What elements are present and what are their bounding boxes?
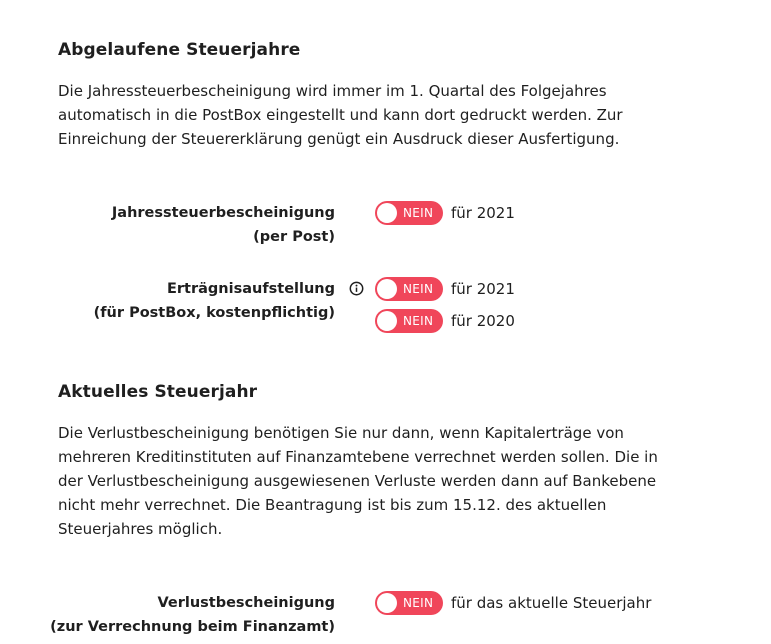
info-circle-icon[interactable] <box>349 281 364 296</box>
jahressteuerbescheinigung-2021-toggle[interactable] <box>375 201 443 225</box>
jahressteuerbescheinigung-year: für 2021 <box>451 204 515 222</box>
ertraegnisaufstellung-2021-toggle[interactable] <box>375 277 443 301</box>
ertraegnisaufstellung-year-2020: für 2020 <box>451 312 515 330</box>
toggle-knob <box>377 311 397 331</box>
toggle-state-label: NEIN <box>403 596 434 610</box>
verlustbescheinigung-label: Verlustbescheinigung (zur Verrechnung beim Finanzamt) <box>50 595 335 635</box>
toggle-state-label: NEIN <box>403 206 434 220</box>
ertraegnisaufstellung-2020-toggle[interactable] <box>375 309 443 333</box>
toggle-knob <box>377 593 397 613</box>
jahressteuerbescheinigung-label: Jahressteuerbescheinigung (per Post) <box>111 205 335 245</box>
ertraegnisaufstellung-year-2021: für 2021 <box>451 280 515 298</box>
ertraegnisaufstellung-label: Erträgnisaufstellung (für PostBox, kostenpflichtig) <box>93 281 335 321</box>
current-year-description: Die Verlustbescheinigung benötigen Sie nur dann, wenn Kapitalerträge von mehreren Kreditinstituten auf Finanzamtebene verrechnet werden sollen. Die in der Verlustbescheinigung ausgewiesenen Verluste werden dann auf Bankebene nicht mehr verrechnet. Die Beantragung ist bis zum 15.12. des aktuellen Steuerjahres möglich. <box>58 424 658 538</box>
verlustbescheinigung-period: für das aktuelle Steuerjahr <box>451 594 652 612</box>
section-heading-past-years: Abgelaufene Steuerjahre <box>58 40 301 60</box>
toggle-knob <box>377 203 397 223</box>
section-heading-current-year: Aktuelles Steuerjahr <box>58 382 258 402</box>
toggle-state-label: NEIN <box>403 282 434 296</box>
verlustbescheinigung-toggle[interactable] <box>375 591 443 615</box>
past-years-description: Die Jahressteuerbescheinigung wird immer im 1. Quartal des Folgejahres automatisch in die PostBox eingestellt und kann dort gedruckt werden. Zur Einreichung der Steuererklärung genügt ein Ausdruck dieser Ausfertigung. <box>58 82 623 148</box>
toggle-knob <box>377 279 397 299</box>
toggle-state-label: NEIN <box>403 314 434 328</box>
